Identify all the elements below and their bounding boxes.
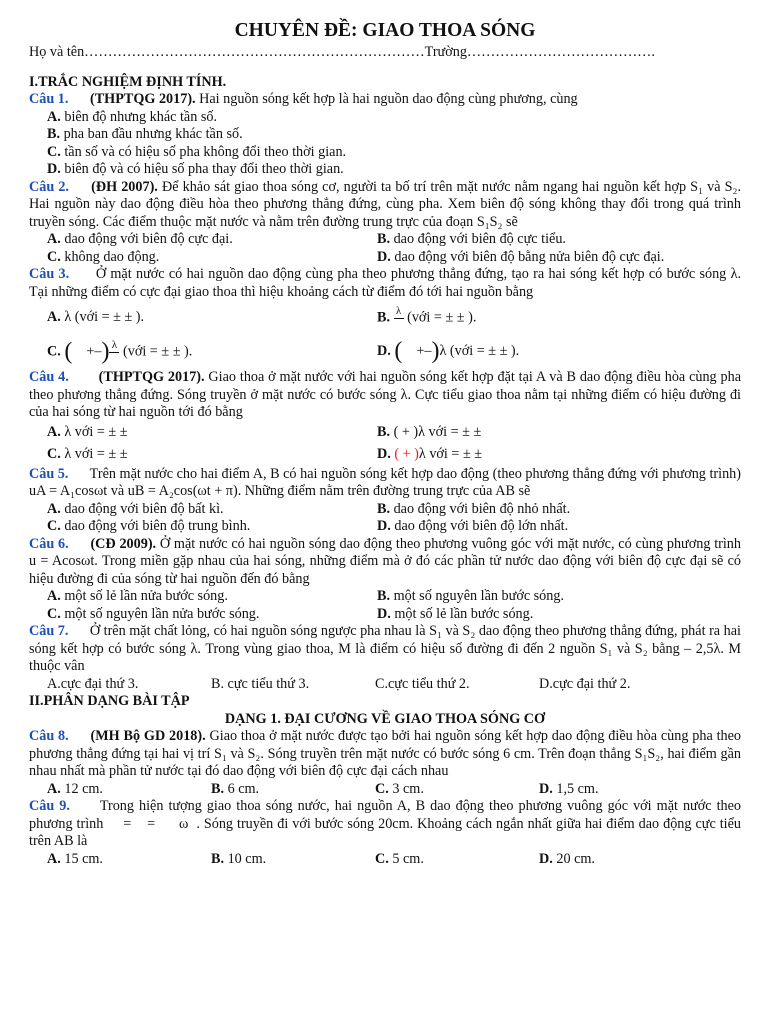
answer-option-b: B. ( + )λ với = ± ± — [377, 423, 482, 440]
question-2 — [29, 179, 741, 232]
fraction: λ — [109, 340, 119, 364]
subsection-heading: DẠNG 1. ĐẠI CƯƠNG VỀ GIAO THOA SÓNG CƠ — [224, 710, 546, 727]
answer-option-d: D. 1,5 cm. — [539, 780, 599, 797]
answer-option-c: C. một số nguyên lần nửa bước sóng. — [47, 605, 260, 622]
answer-option-b: B. dao động với biên độ nhỏ nhất. — [377, 500, 571, 517]
answer-option-d: D.cực đại thứ 2. — [539, 675, 631, 692]
question-number: Câu 4. — [29, 369, 69, 385]
question-3 — [29, 266, 741, 301]
question-8 — [29, 728, 741, 781]
answer-option-c: C. không dao động. — [47, 248, 160, 265]
question-text: Ở mặt nước có hai nguồn dao động cùng pha theo phương thẳng đứng, tạo ra hai sóng kết hợp có bước sóng λ. Tại những điểm có cực đại giao thoa thì hiệu khoảng cách từ điểm đó tới hai nguồn bằng — [29, 266, 742, 300]
question-text: Trong hiện tượng giao thoa sóng nước, hai nguồn A, B dao động theo phương vuông góc với mặt nước theo phương trình = = ω . Sóng truyền đi với bước sóng 20cm. Khoảng cách ngắn nhất giữa hai điểm dao động cực tiểu trên AB là — [29, 798, 745, 849]
fraction: λ — [394, 306, 404, 330]
answer-row — [29, 335, 741, 369]
answer-option-d: D. dao động với biên độ lớn nhất. — [377, 518, 569, 534]
question-source: (THPTQG 2017). — [89, 91, 196, 107]
name-school-line: Họ và tên………………………………………………………………Trường…………………………………. — [29, 44, 655, 60]
question-9 — [29, 798, 745, 851]
section-heading-1: I.TRẮC NGHIỆM ĐỊNH TÍNH. — [29, 73, 227, 90]
question-text: Để khảo sát giao thoa sóng cơ, người ta bố trí trên mặt nước nằm ngang hai nguồn kết hợp S₁ và S₂. Hai nguồn này dao động điều hòa theo phương thẳng đứng, cùng pha. Xem biên độ sóng không thay đổi trong quá trình truyền sóng. Các điểm thuộc mặt nước và nằm trên đường trung trực của đoạn S₁S₂ sẽ — [29, 178, 742, 230]
answer-option-c: C.cực tiểu thứ 2. — [375, 675, 470, 692]
question-number: Câu 9. — [29, 798, 70, 814]
question-6 — [29, 536, 741, 589]
question-source: (MH Bộ GD 2018). — [90, 728, 206, 744]
answer-option-d: D. ( + )λ với = ± ± — [377, 445, 483, 462]
answer-option-b: B. 6 cm. — [211, 780, 260, 797]
answer-row — [29, 781, 741, 799]
answer-option-a: A. dao động với biên độ bất kì. — [47, 500, 224, 517]
answer-option-a: A. biên độ nhưng khác tần số. — [47, 108, 218, 125]
answer-option-b: B. cực tiểu thứ 3. — [211, 675, 310, 692]
answer-row — [29, 606, 741, 624]
question-7 — [29, 623, 745, 676]
answer-option-d: D. ( +–)λ (với = ± ± ). — [377, 338, 520, 365]
answer-option-d: D. dao động với biên độ bằng nửa biên độ cực đại. — [377, 248, 665, 265]
answer-option-a: A. λ với = ± ± — [47, 423, 128, 440]
question-number: Câu 2. — [29, 178, 69, 195]
answer-option-a: A. một số lẻ lần nửa bước sóng. — [47, 588, 228, 604]
answer-row — [29, 851, 741, 869]
question-text: Ở mặt nước có hai nguồn sóng dao động theo phương vuông góc với mặt nước, có cùng phương trình u = Acosωt. Trong miền gặp nhau của hai sóng, những điểm mà ở đó các phần tử nước dao động với biên độ cực đại sẽ có hiệu đường đi của sóng từ hai nguồn đến đó bằng — [29, 535, 741, 587]
answer-option-a: A. 12 cm. — [47, 780, 103, 797]
answer-option-a: A. dao động với biên độ cực đại. — [47, 231, 233, 247]
question-number: Câu 8. — [29, 728, 69, 744]
answer-row — [29, 231, 741, 249]
answer-option-b: B. một số nguyên lần bước sóng. — [377, 588, 565, 604]
question-number: Câu 1. — [29, 91, 69, 107]
answer-option-b: B. pha ban đầu nhưng khác tần số. — [47, 126, 243, 142]
answer-option-d: D. 20 cm. — [539, 850, 595, 867]
answer-row — [29, 588, 741, 606]
answer-option-b: B. λ (với = ± ± ). — [377, 306, 741, 330]
question-number: Câu 6. — [29, 535, 69, 552]
document-page — [29, 18, 745, 868]
answer-option-d: D. một số lẻ lần bước sóng. — [377, 605, 534, 622]
answer-option-d: D. biên độ và có hiệu số pha thay đổi theo thời gian. — [47, 161, 344, 177]
answer-row — [29, 249, 741, 267]
answer-option-c: C. 5 cm. — [375, 850, 424, 867]
answer-row — [29, 676, 741, 694]
answer-option-c: C. λ với = ± ± — [47, 445, 128, 462]
answer-option-c: C. ( +–) λ (với = ± ± ). — [47, 338, 193, 365]
question-number: Câu 7. — [29, 623, 69, 639]
answer-option-b: B. 10 cm. — [211, 850, 267, 867]
question-text: Trên mặt nước cho hai điểm A, B có hai nguồn sóng kết hợp dao động (theo phương thẳng đứng với phương trình) uA = A₁cosωt và uB = A₂cos(ωt + π). Những điểm nằm trên đường trung trực của AB sẽ — [29, 465, 745, 499]
question-text: Ở trên mặt chất lỏng, có hai nguồn sóng ngược pha nhau là S₁ và S₂ dao động theo phương thẳng đứng, phát ra hai sóng kết hợp có bước sóng λ. Trong vùng giao thoa, M là điểm có hiệu số đường đi đến 2 nguồn S₁ và S₂ bằng – 2,5λ. M thuộc vân — [29, 623, 745, 674]
question-4 — [29, 369, 741, 422]
answer-option-c: C. dao động với biên độ trung bình. — [47, 518, 251, 534]
answer-option-a: A. 15 cm. — [47, 850, 103, 867]
answer-row — [29, 301, 741, 335]
answer-row — [29, 501, 741, 519]
answer-row — [29, 422, 741, 444]
question-text: Hai nguồn sóng kết hợp là hai nguồn dao động cùng phương, cùng — [195, 91, 578, 107]
answer-option-a: A. λ (với = ± ± ). — [47, 309, 145, 326]
question-source: (THPTQG 2017). — [98, 369, 205, 385]
answer-row — [29, 518, 741, 536]
question-5 — [29, 465, 745, 501]
question-text: Giao thoa ở mặt nước với hai nguồn sóng kết hợp đặt tại A và B dao động điều hòa cùng pha theo phương thẳng đứng. Sóng truyền ở mặt nước có bước sóng λ. Cực tiểu giao thoa nằm tại những điểm có hiệu đường đi của hai sóng từ hai nguồn tới đó bằng — [29, 369, 742, 420]
question-1 — [29, 91, 741, 109]
answer-option-c: C. 3 cm. — [375, 780, 424, 797]
answer-row — [29, 444, 741, 466]
question-number: Câu 3. — [29, 266, 70, 282]
page-title: CHUYÊN ĐỀ: GIAO THOA SÓNG — [234, 20, 536, 41]
answer-option-c: C. tần số và có hiệu số pha không đổi theo thời gian. — [47, 143, 347, 160]
question-text: Giao thoa ở mặt nước được tạo bởi hai nguồn sóng kết hợp dao động điều hòa cùng pha theo phương thẳng đứng tại hai vị trí S₁ và S₂. Sóng truyền trên mặt nước có bước sóng 6 cm. Trên đoạn thẳng S₁S₂, hai điểm gần nhau nhất mà phần tử nước tại đó dao động với biên độ cực đại cách nhau — [29, 728, 742, 779]
question-source: (ĐH 2007). — [91, 178, 158, 195]
question-number: Câu 5. — [29, 465, 69, 482]
answer-option-a: A.cực đại thứ 3. — [47, 675, 139, 692]
section-heading-2: II.PHÂN DẠNG BÀI TẬP — [29, 693, 190, 709]
answer-option-b: B. dao động với biên độ cực tiểu. — [377, 231, 566, 247]
question-source: (CĐ 2009). — [90, 535, 157, 552]
